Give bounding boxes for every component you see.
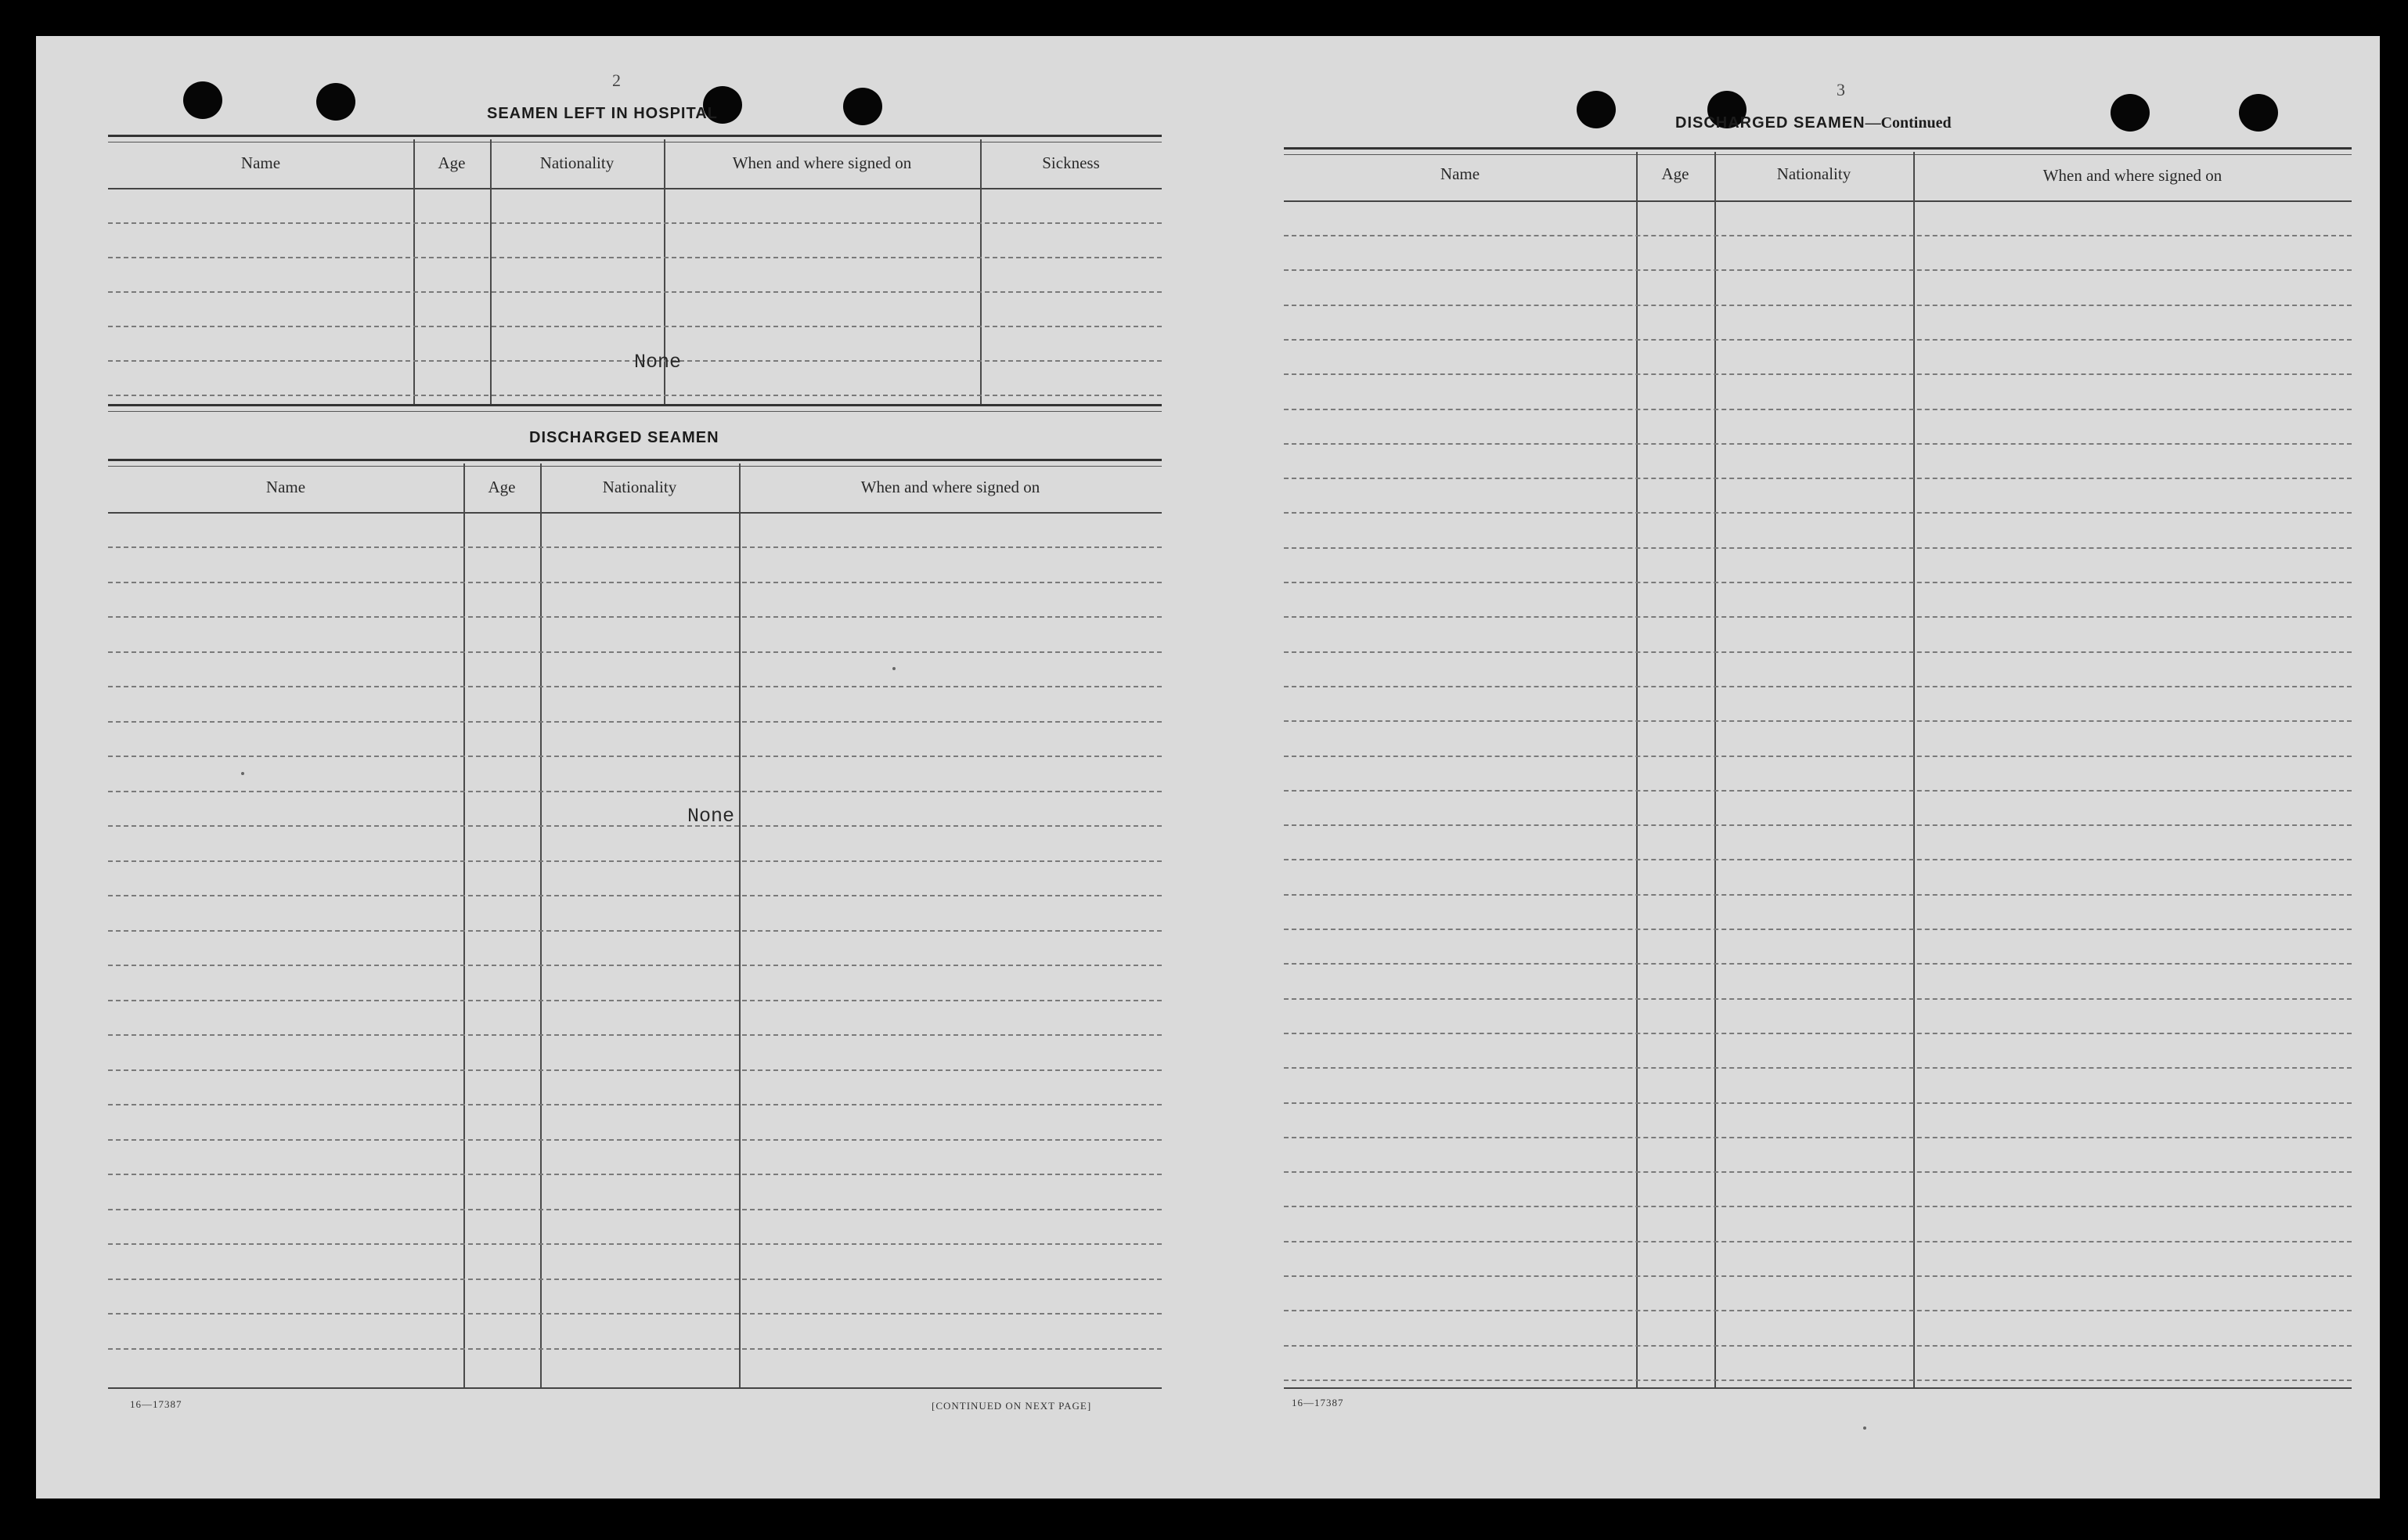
table-row — [108, 965, 1162, 966]
table-row — [1284, 1033, 2352, 1034]
table-row — [1284, 1310, 2352, 1311]
table-row — [1284, 1206, 2352, 1207]
table-row — [108, 895, 1162, 896]
table-row — [1284, 963, 2352, 965]
table-row — [108, 756, 1162, 757]
table-row — [1284, 1380, 2352, 1381]
hospital-section-title: SEAMEN LEFT IN HOSPITAL — [487, 105, 718, 122]
table-row — [1284, 512, 2352, 514]
discharged-continued-table — [1284, 147, 2352, 1400]
table-row — [108, 1139, 1162, 1141]
table-row — [1284, 339, 2352, 341]
left-page — [36, 36, 1179, 1499]
table-row — [108, 1034, 1162, 1036]
table-row — [108, 395, 1162, 396]
table-row — [108, 222, 1162, 224]
table-row — [1284, 443, 2352, 445]
table-row — [1284, 305, 2352, 306]
table-row — [108, 291, 1162, 293]
table-row — [108, 546, 1162, 548]
discharged-continued-title — [1675, 114, 1952, 132]
table-row — [1284, 894, 2352, 896]
table-row — [108, 1000, 1162, 1001]
table-row — [1284, 790, 2352, 792]
column-header: Nationality — [602, 478, 677, 496]
column-header: Nationality — [539, 153, 615, 172]
column-header: When and where signed on — [2042, 166, 2222, 185]
table-row — [1284, 998, 2352, 1000]
table-row — [1284, 478, 2352, 479]
table-row — [108, 721, 1162, 723]
table-row — [108, 257, 1162, 258]
table-row — [108, 1069, 1162, 1071]
table-row — [1284, 409, 2352, 410]
table-row — [1284, 373, 2352, 375]
column-header: When and where signed on — [860, 478, 1040, 496]
form-number: 16—17387 — [130, 1398, 182, 1410]
table-row — [108, 651, 1162, 653]
table-row — [1284, 859, 2352, 860]
column-header: Age — [1661, 164, 1689, 183]
table-row — [1284, 582, 2352, 583]
table-row — [1284, 1102, 2352, 1104]
table-row — [1284, 1171, 2352, 1173]
column-header: Sickness — [1042, 153, 1100, 172]
column-header: Name — [1440, 164, 1480, 183]
column-header: Name — [240, 153, 281, 172]
table-row — [1284, 756, 2352, 757]
table-row — [1284, 824, 2352, 826]
table-row — [1284, 651, 2352, 653]
table-row — [108, 326, 1162, 327]
section-title-suffix: —Continued — [1865, 114, 1952, 132]
page-number: 2 — [612, 70, 621, 90]
form-number: 16—17387 — [1292, 1397, 1344, 1408]
table-row — [1284, 929, 2352, 930]
column-header: Name — [265, 478, 306, 496]
table-row — [108, 930, 1162, 932]
ledger-sheet — [36, 36, 2380, 1499]
table-row — [108, 825, 1162, 827]
table-row — [1284, 1067, 2352, 1069]
table-row — [1284, 1241, 2352, 1242]
table-row — [1284, 547, 2352, 549]
table-row — [1284, 269, 2352, 271]
section-title-text: DISCHARGED SEAMEN — [1675, 114, 1865, 132]
page-number: 3 — [1837, 80, 1845, 99]
table-row — [1284, 1275, 2352, 1277]
column-header: When and where signed on — [732, 153, 912, 172]
right-page — [1226, 36, 2380, 1499]
discharged-table — [108, 459, 1162, 1398]
table-row — [1284, 1345, 2352, 1347]
typed-entry: None — [687, 805, 735, 828]
table-row — [108, 860, 1162, 862]
table-row — [108, 791, 1162, 792]
table-row — [1284, 616, 2352, 618]
table-row — [108, 582, 1162, 583]
table-row — [108, 1313, 1162, 1315]
table-row — [1284, 235, 2352, 236]
column-header: Age — [438, 153, 466, 172]
table-row — [108, 1279, 1162, 1280]
hospital-table — [108, 135, 1162, 445]
table-row — [108, 616, 1162, 618]
table-row — [1284, 686, 2352, 687]
column-header: Age — [488, 478, 516, 496]
discharged-section-title: DISCHARGED SEAMEN — [529, 429, 719, 446]
table-row — [1284, 1137, 2352, 1138]
continued-note: [CONTINUED ON NEXT PAGE] — [932, 1400, 1092, 1412]
typed-entry: None — [634, 351, 682, 373]
column-header: Nationality — [1776, 164, 1851, 183]
table-row — [108, 1209, 1162, 1210]
table-row — [108, 686, 1162, 687]
table-row — [108, 1243, 1162, 1245]
table-row — [108, 1348, 1162, 1350]
table-row — [1284, 720, 2352, 722]
table-row — [108, 1174, 1162, 1175]
table-row — [108, 1104, 1162, 1105]
